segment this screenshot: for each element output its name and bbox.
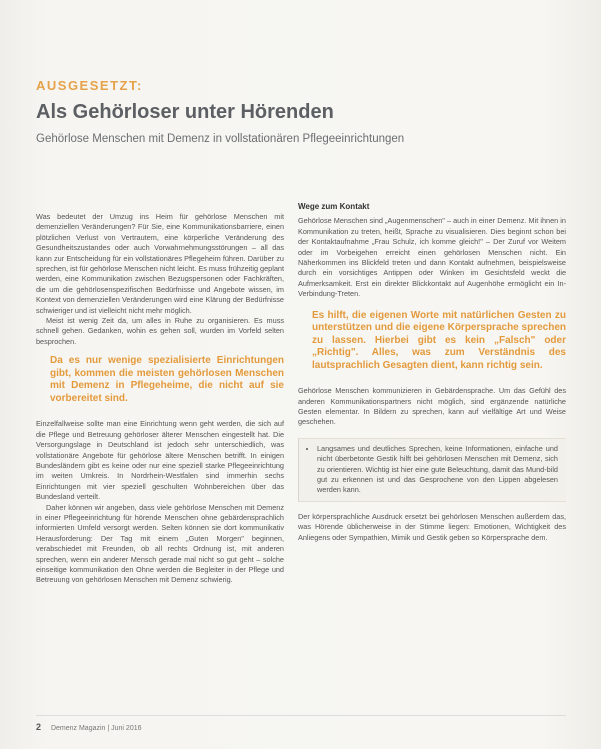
publication-name: Demenz Magazin | Juni 2016 <box>50 725 142 732</box>
left-paragraph-4: Daher können wir angeben, dass viele gehörlose Menschen mit Demenz in einer Pflegeeinrichtung für hörende Menschen ohne gebärdensprachlich informierten Umfeld versorgt werden. Selten können sie dort kommunikativ Herausforderung: Der Tag mit einem „Guten Morgen" beginnen, verabschiedet mit Freunden, ob all rechts Ordnung ist, mit anderen sprechen, wenn ein anderer Mensch gerade mal nicht so gut geht – solche einseitige kommunikation den Ohne werden die Begleiter in der Pflege und Betreuung von gehörlosen Menschen mit Demenz schwierig. <box>36 502 284 585</box>
page-footer <box>36 722 142 732</box>
right-paragraph-3: Der körpersprachliche Ausdruck ersetzt bei gehörlosen Menschen außerdem das, was Hörende üblicherweise in der Stimme liegen: Emotionen, Wichtigkeit des Anliegens oder Sympathien, Mimik und Gestik geben so Körpersprache dem. <box>298 511 566 542</box>
section-heading: Wege zum Kontakt <box>298 202 370 211</box>
right-paragraph-2: Gehörlose Menschen kommunizieren in Gebärdensprache. Um das Gefühl des anderen Kommunikationspartners nicht möglich, sind ergänzende natürliche Gesten elementar. In Bildern zu sprechen, kann auf vielfältige Art und Weise geschehen. <box>298 386 566 427</box>
left-paragraph-3: Einzelfallweise sollte man eine Einrichtung wenn geht werden, die sich auf die Pflege und Betreuung gehörloser älterer Menschen eingestellt hat. Die Versorgungslage in Deutschland ist jedoch sehr unterschiedlich, was vollstationäre Angebote für gehörlose ältere Menschen betrifft. In einigen Bundesländern gibt es keine oder nur eine speziell starke Pflegeeinrichtung im weiten Umkreis. In Nordrhein-Westfalen sind immerhin sechs Einrichtungen mit vier speziell geschulten Wohnbereichen über das Bundesland verteilt. <box>36 419 284 502</box>
right-paragraph-1: Gehörlose Menschen sind „Augenmenschen" – auch in einer Demenz. Mit ihnen in Kommunikation zu treten, heißt, Sprache zu visualisieren. Dies beginnt schon bei der Kontaktaufnahme „Frau Schulz, ich komme gleich!" – Der Zuruf vor Weitem oder im Vorbeigehen erreicht einen gehörlosen Menschen nicht. Ein Näherkommen ins Blickfeld treten und dann Kontakt aufnehmen, beispielsweise durch ein vorsichtiges Antippen oder Winken im Gesichtsfeld weckt die Aufmerksamkeit. Erst ein direkter Blickkontakt auf Augenhöhe ermöglicht ein In-Verbindung-Treten. <box>298 216 566 299</box>
left-pull-quote: Da es nur wenige spezialisierte Einrichtungen gibt, kommen die meisten gehörlosen Menschen mit Demenz in Pflegeheime, die nicht auf sie vorbereitet sind. <box>50 355 284 404</box>
left-column <box>36 212 284 586</box>
article-kicker: AUSGESETZT: <box>36 78 143 93</box>
article-title: Als Gehörloser unter Hörenden <box>36 101 334 123</box>
footer-divider <box>36 715 566 716</box>
right-column <box>298 202 566 543</box>
tip-list <box>307 444 558 496</box>
tip-box <box>298 438 566 502</box>
left-paragraph-2: Meist ist wenig Zeit da, um alles in Ruhe zu organisieren. Es muss schnell gehen. Gedanken, wohin es gehen soll, wurden im Vorfeld selten besprochen. <box>36 316 284 346</box>
left-paragraph-1: Was bedeutet der Umzug ins Heim für gehörlose Menschen mit demenziellen Veränderungen? Für Sie, eine Kommunikationsbarriere, einen plötzlichen Verlust von Vertrautem, eine körperliche Veränderung des Gesundheitszustandes oder auch Vorwahrnehmungsstörungen – all das kann zur Entscheidung für ein vollstationäres Pflegeheim führen. Darüber zu sprechen, ist für gehörlose Menschen nicht leicht. Es muss frühzeitig geplant werden, eine Kommunikation zwischen Bezugspersonen oder Fachkräften, die um die gehörlosenspezifischen Bedürfnisse und Angebote wissen, im Kontext von demenziellen Veränderungen wird eine Klärung der Bedürfnisse schwieriger und ist vielleicht nicht mehr möglich. <box>36 212 284 315</box>
page-number: 2 <box>36 722 42 732</box>
article-subtitle: Gehörlose Menschen mit Demenz in vollstationären Pflegeeinrichtungen <box>36 133 405 145</box>
tip-item: • Langsames und deutliches Sprechen, keine Informationen, einfache und nicht überbetonte Gestik hilft bei gehörlosen Menschen mit Demenz, sich zu orientieren. Wichtig ist hier eine gute Beleuchtung, damit das Mund-bild gut zu erkennen ist und das Gesprochene von den Lippen abgelesen werden kann. <box>317 444 558 496</box>
right-pull-quote: Es hilft, die eigenen Worte mit natürlichen Gesten zu unterstützen und die eigene Körpersprache sprechen zu lassen. Hierbei gibt es kein „Falsch" oder „Richtig". Alles, was zum Verständnis des lautsprachlich Gesagten dient, kann richtig sein. <box>312 309 566 371</box>
